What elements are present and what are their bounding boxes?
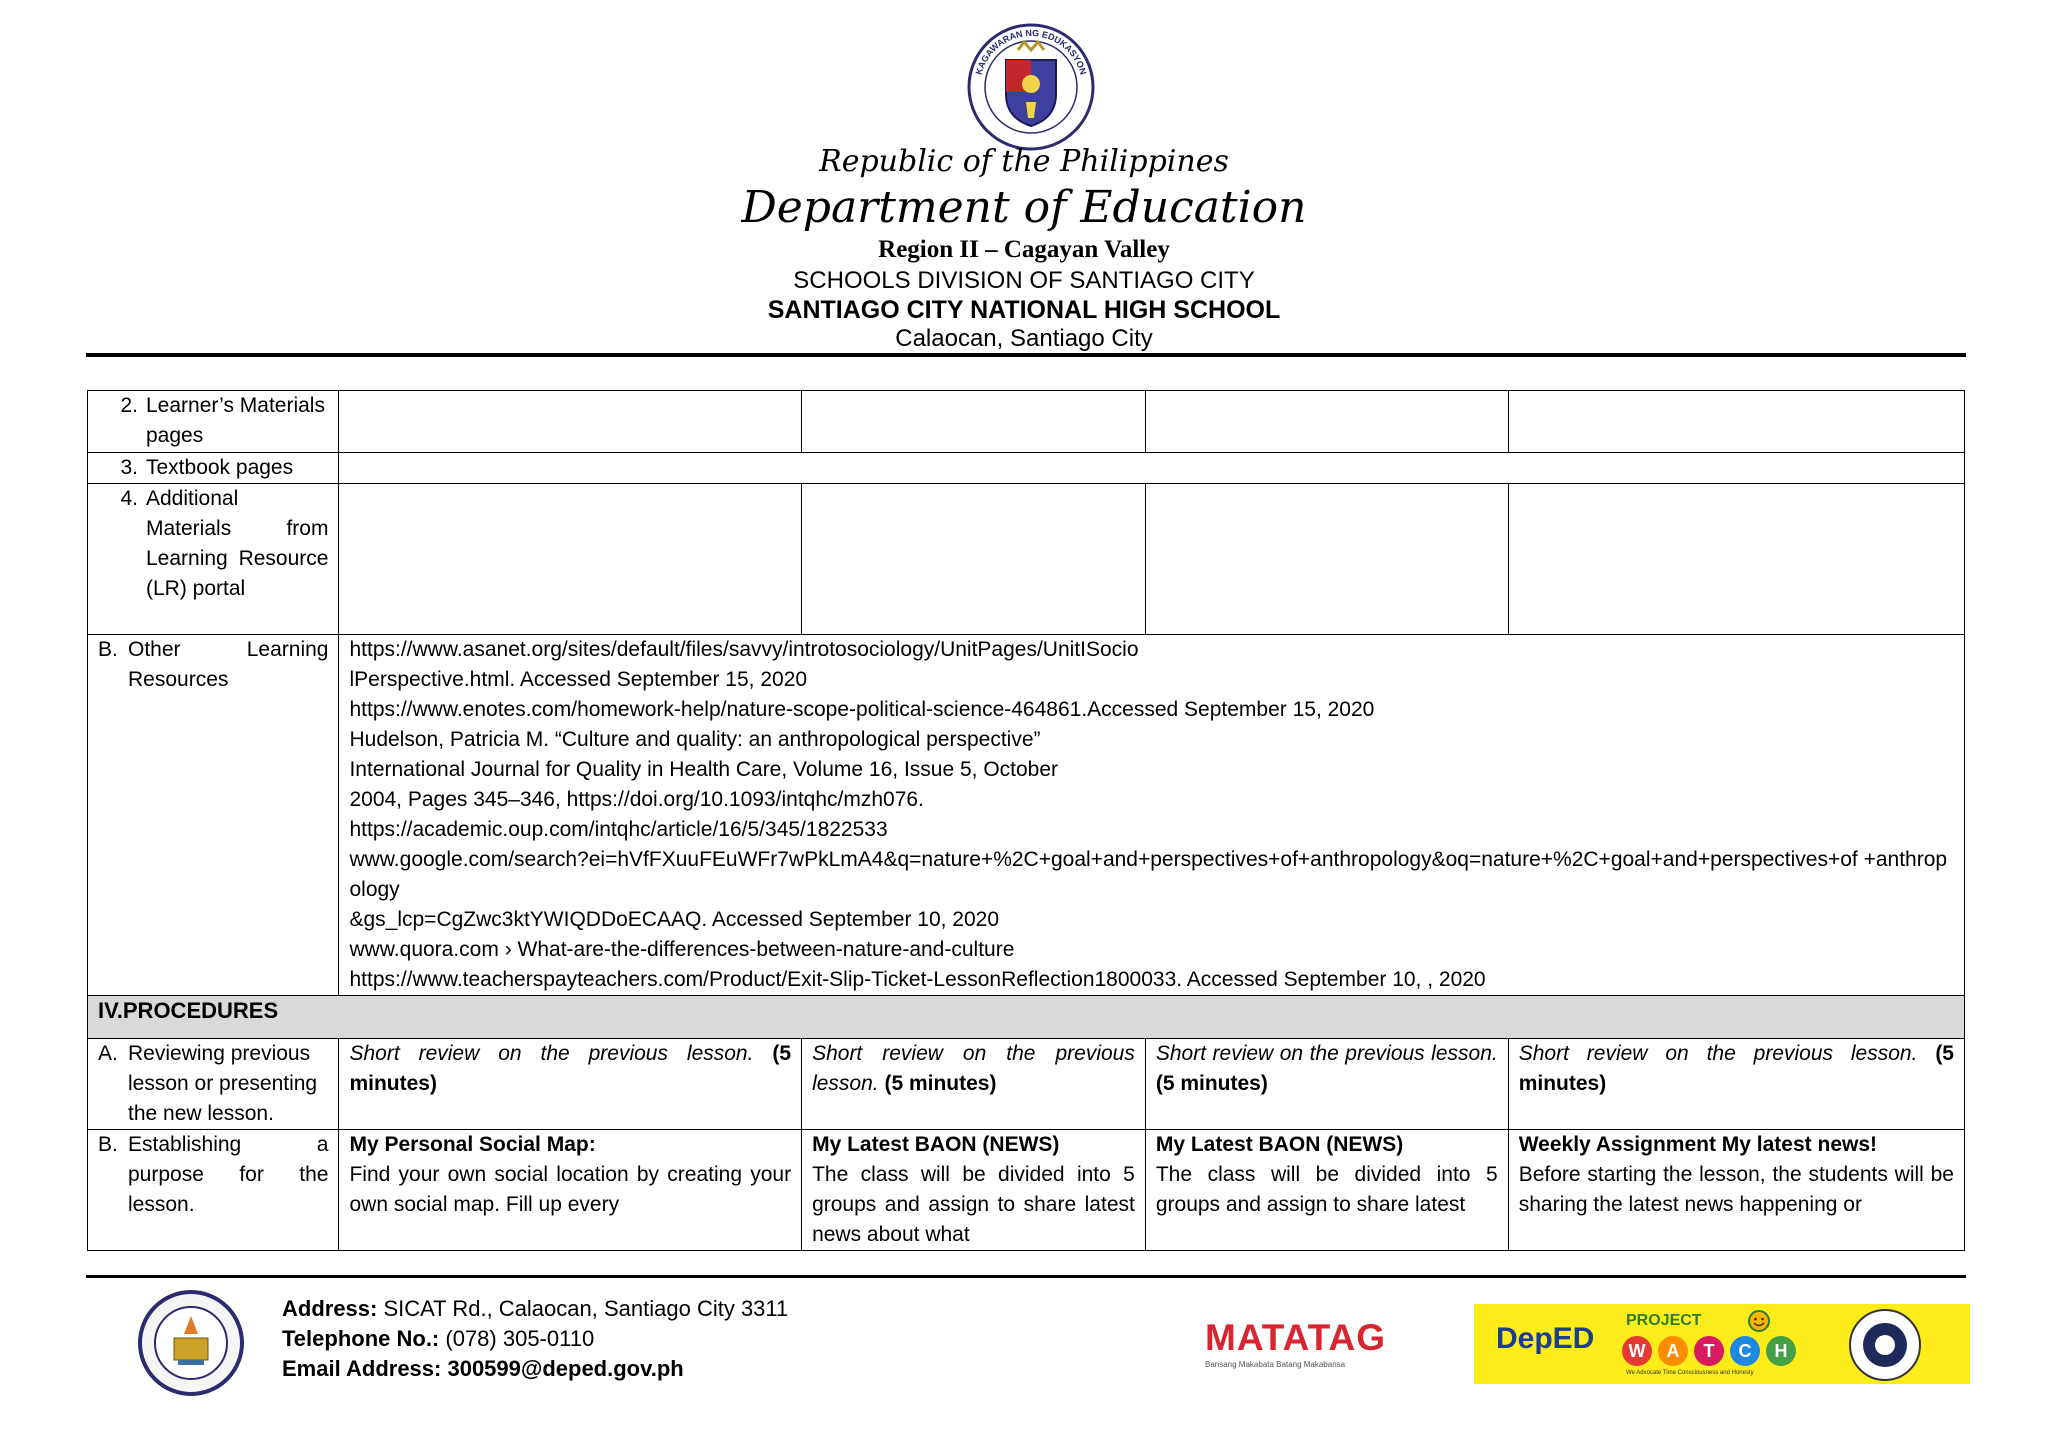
table-row-additional-materials <box>88 484 1965 635</box>
day2-purpose-cell <box>802 1130 1146 1251</box>
table-row-reviewing <box>88 1039 1965 1130</box>
day4-purpose-cell <box>1508 1130 1964 1251</box>
watch-letter-t: T <box>1694 1336 1724 1366</box>
project-label: PROJECT <box>1626 1312 1702 1329</box>
daily-lesson-log-table <box>87 390 1965 1251</box>
item-label: Other Learning Resources <box>128 638 329 691</box>
activity-title: Weekly Assignment My latest news! <box>1518 1133 1878 1156</box>
item-label: Reviewing previous lesson or presenting the new lesson. <box>128 1042 318 1125</box>
row-label-cell <box>88 391 339 453</box>
reference-line: International Journal for Quality in Health Care, Volume 16, Issue 5, October <box>349 758 1059 781</box>
references-cell <box>339 635 1965 996</box>
day3-cell <box>1145 391 1508 453</box>
review-text: Short review on the previous lesson. <box>812 1042 1135 1095</box>
footer-divider <box>86 1275 1966 1278</box>
review-text: Short review on the previous lesson. <box>349 1042 754 1065</box>
row-label-cell <box>88 1039 339 1130</box>
textbook-merged-cell <box>339 453 1965 484</box>
phone-value: (078) 305-0110 <box>439 1326 595 1351</box>
school-address: Calaocan, Santiago City <box>895 325 1153 352</box>
email-label: Email Address: <box>282 1356 442 1381</box>
school-contact-info <box>282 1294 788 1384</box>
school-seal-logo <box>138 1290 244 1396</box>
item-letter: B. <box>98 638 118 661</box>
matatag-logo <box>1205 1318 1395 1374</box>
address-line <box>282 1294 788 1324</box>
item-label: Additional Materials from Learning Resource (LR) portal <box>146 487 329 600</box>
day1-cell <box>339 391 802 453</box>
item-number: 2. <box>120 394 138 417</box>
region-heading: Region II – Cagayan Valley <box>878 236 1170 263</box>
review-text: Short review on the previous lesson. <box>1155 1042 1498 1065</box>
matatag-wordmark: MATATAG <box>1205 1317 1386 1358</box>
reference-line: https://www.teacherspayteachers.com/Product/Exit-Slip-Ticket-LessonReflection1800033. Accessed September 10, , 2020 <box>349 968 1486 991</box>
review-duration: (5 minutes) <box>1155 1072 1268 1095</box>
day2-cell <box>802 484 1146 635</box>
activity-title: My Latest BAON (NEWS) <box>1155 1133 1404 1156</box>
watch-letter-c: C <box>1730 1336 1760 1366</box>
republic-heading: Republic of the Philippines <box>819 144 1229 179</box>
item-label: Establishing a purpose for the lesson. <box>128 1133 329 1216</box>
row-label-cell <box>88 1130 339 1251</box>
deped-seal-logo <box>966 22 1096 152</box>
table-row-textbook <box>88 453 1965 484</box>
reference-line: Hudelson, Patricia M. “Culture and quality: an anthropological perspective” <box>349 728 1041 751</box>
phone-line <box>282 1324 788 1354</box>
svg-text:KAGAWARAN NG EDUKASYON: KAGAWARAN NG EDUKASYON <box>973 27 1089 76</box>
header-divider <box>86 353 1966 357</box>
activity-body: Before starting the lesson, the students will be sharing the latest news happening or <box>1518 1163 1954 1216</box>
project-watch-banner <box>1474 1304 1970 1384</box>
reference-line: https://www.enotes.com/homework-help/nature-scope-political-science-464861.Accessed September 15, 2020 <box>349 698 1375 721</box>
address-value: SICAT Rd., Calaocan, Santiago City 3311 <box>377 1296 789 1321</box>
watch-letter-w: W <box>1622 1336 1652 1366</box>
table-row-establishing <box>88 1130 1965 1251</box>
reference-line: www.google.com/search?ei=hVfFXuuFEuWFr7wPkLmA4&q=nature+%2C+goal+and+perspectives+of+anthropology&oq=nature+%2C+goal+and+perspectives+of +anthropology <box>349 848 1948 901</box>
review-duration: (5 minutes) <box>884 1072 997 1095</box>
day2-cell <box>802 391 1146 453</box>
day1-purpose-cell <box>339 1130 802 1251</box>
review-duration: (5 minutes) <box>349 1042 792 1095</box>
reference-line: https://www.asanet.org/sites/default/files/savvy/introtosociology/UnitPages/UnitISocio <box>349 638 1139 661</box>
row-label-cell <box>88 635 339 996</box>
day1-review-cell <box>339 1039 802 1130</box>
table-row-learners-materials <box>88 391 1965 453</box>
item-letter: A. <box>98 1042 118 1065</box>
day4-review-cell <box>1508 1039 1964 1130</box>
email-value: 300599@deped.gov.ph <box>441 1356 684 1381</box>
phone-label: Telephone No.: <box>282 1326 440 1351</box>
watch-tagline: We Advocate Time Consciousness and Honesty <box>1626 1370 1754 1376</box>
day3-purpose-cell <box>1145 1130 1508 1251</box>
watch-letter-a: A <box>1658 1336 1688 1366</box>
review-duration: (5 minutes) <box>1518 1042 1954 1095</box>
procedures-heading: IV.PROCEDURES <box>88 996 1965 1039</box>
item-number: 3. <box>120 456 138 479</box>
day4-cell <box>1508 484 1964 635</box>
watch-letter-h: H <box>1766 1336 1796 1366</box>
day3-review-cell <box>1145 1039 1508 1130</box>
item-label: Learner’s Materials pages <box>146 394 325 447</box>
review-text: Short review on the previous lesson. <box>1518 1042 1918 1065</box>
day1-cell <box>339 484 802 635</box>
division-seal-logo <box>1848 1308 1922 1382</box>
row-label-cell <box>88 484 339 635</box>
day4-cell <box>1508 391 1964 453</box>
division-heading: SCHOOLS DIVISION OF SANTIAGO CITY <box>793 267 1255 294</box>
activity-body: The class will be divided into 5 groups and assign to share latest news about what <box>812 1163 1135 1246</box>
activity-title: My Personal Social Map: <box>349 1133 596 1156</box>
reference-line: https://academic.oup.com/intqhc/article/16/5/345/1822533 <box>349 818 888 841</box>
reference-line: 2004, Pages 345–346, https://doi.org/10.1093/intqhc/mzh076. <box>349 788 924 811</box>
reference-line: &gs_lcp=CgZwc3ktYWIQDDoECAAQ. Accessed September 10, 2020 <box>349 908 1000 931</box>
procedures-heading-row <box>88 996 1965 1039</box>
day2-review-cell <box>802 1039 1146 1130</box>
activity-body: Find your own social location by creating your own social map. Fill up every <box>349 1163 792 1216</box>
email-line <box>282 1354 788 1384</box>
smiling-sun-icon <box>1744 1306 1774 1336</box>
item-letter: B. <box>98 1133 118 1156</box>
day3-cell <box>1145 484 1508 635</box>
deped-wordmark: DepED <box>1496 1322 1595 1355</box>
activity-body: The class will be divided into 5 groups and assign to share latest <box>1155 1163 1498 1216</box>
reference-line: www.quora.com › What-are-the-differences-between-nature-and-culture <box>349 938 1015 961</box>
table-row-other-resources <box>88 635 1965 996</box>
reference-line: lPerspective.html. Accessed September 15, 2020 <box>349 668 808 691</box>
department-heading: Department of Education <box>741 182 1307 233</box>
item-label: Textbook pages <box>146 456 294 479</box>
activity-title: My Latest BAON (NEWS) <box>812 1133 1060 1156</box>
watch-letters <box>1622 1336 1796 1366</box>
school-name: SANTIAGO CITY NATIONAL HIGH SCHOOL <box>767 296 1281 324</box>
address-label: Address: <box>282 1296 378 1321</box>
matatag-tagline: Bansang Makabata Batang Makabansa <box>1205 1360 1346 1369</box>
row-label-cell <box>88 453 339 484</box>
item-number: 4. <box>120 487 138 510</box>
